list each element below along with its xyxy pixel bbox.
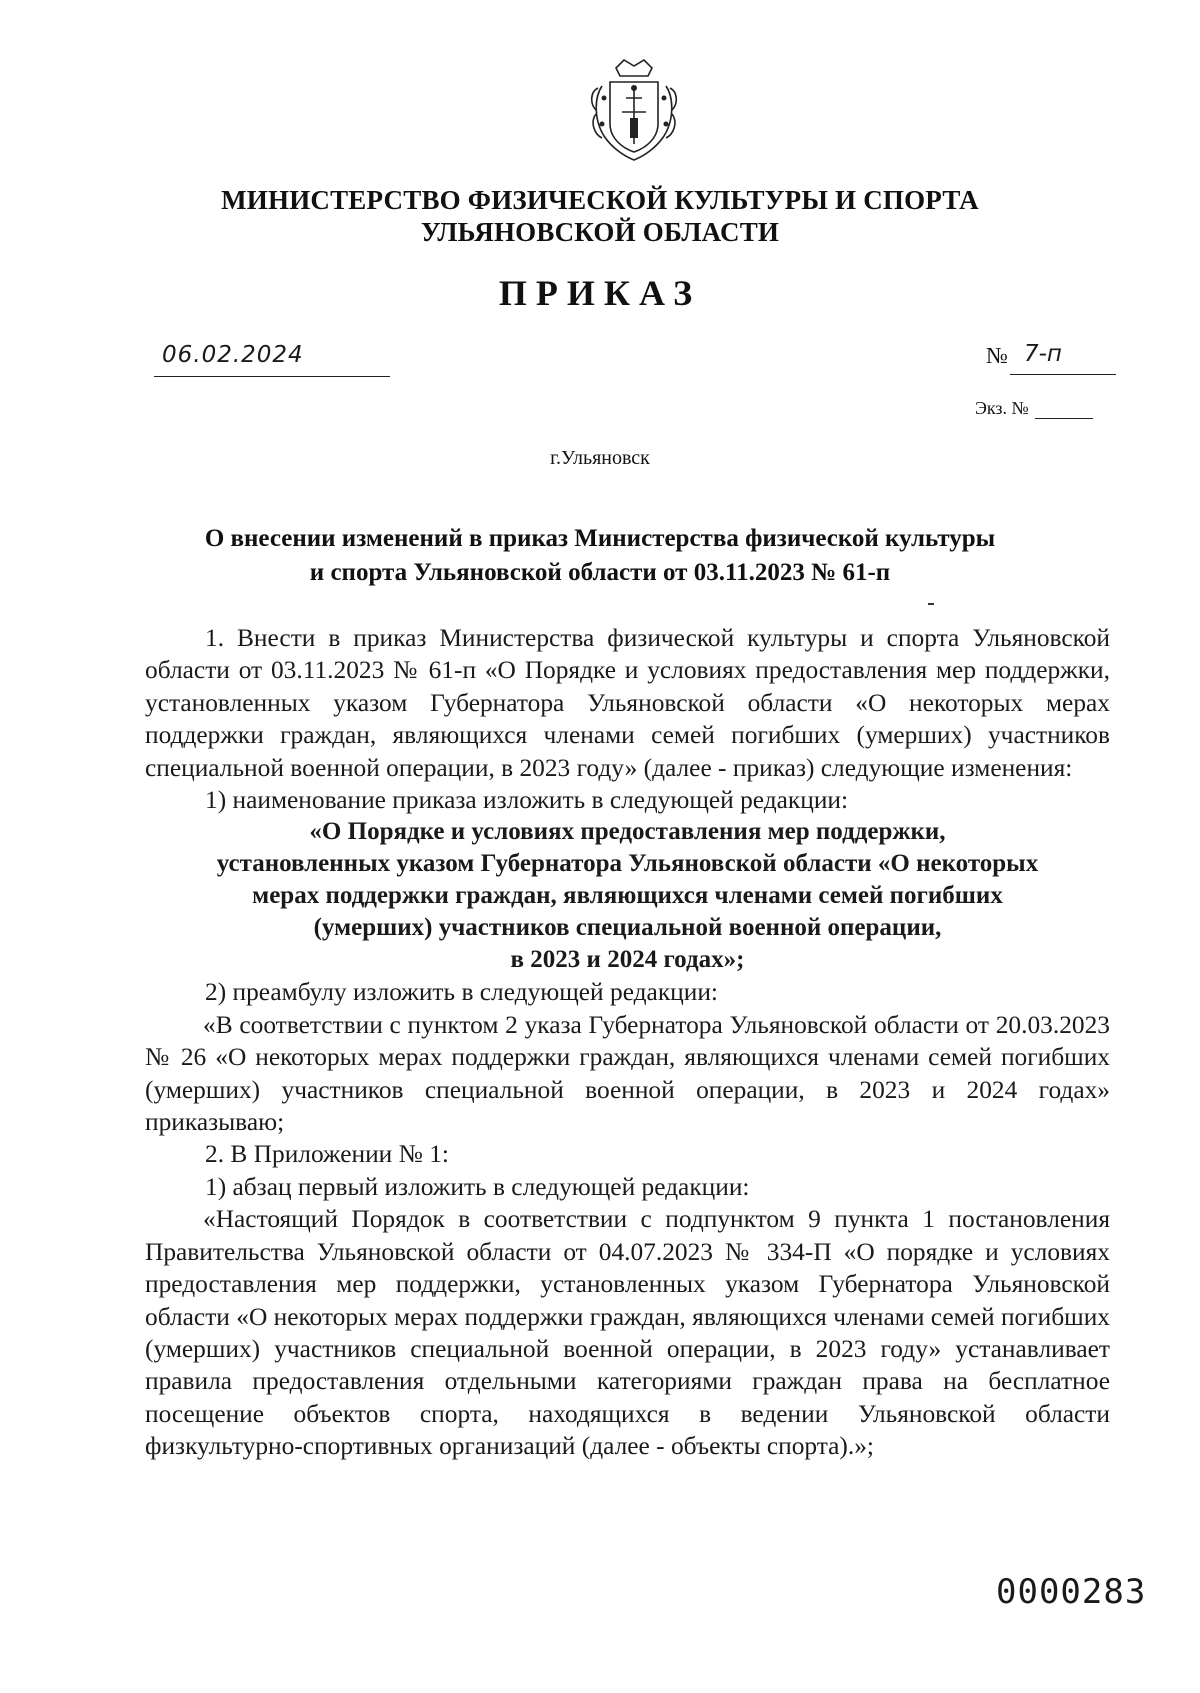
new-title-line-5: в 2023 и 2024 годах»;	[510, 946, 745, 974]
subject-line-2: и спорта Ульяновской области от 03.11.2023 № 61-п	[309, 559, 891, 586]
ministry-line-1: МИНИСТЕРСТВО ФИЗИЧЕСКОЙ КУЛЬТУРЫ И СПОРТА	[221, 185, 979, 215]
copy-number-row	[975, 398, 1093, 419]
order-number: 7-п	[1024, 341, 1062, 367]
number-label: №	[986, 343, 1008, 368]
serial-number: 0000283	[996, 1572, 1147, 1612]
paragraph-7: «Настоящий Порядок в соответствии с подпунктом 9 пункта 1 постановления Правительства Ульяновской области от 04.07.2023 № 334-П «О порядке и условиях предоставления мер поддержки, установленных указом Губернатора Ульяновской области «О некоторых мерах поддержки граждан, являющихся членами семей погибших (умерших) участников специальной военной операции, в 2023 году» устанавливает правила предоставления отдельными категориями граждан права на бесплатное посещение объектов спорта, находящихся в ведении Ульяновской области физкультурно-спортивных организаций (далее - объекты спорта).»;	[145, 1205, 1110, 1461]
new-title	[145, 816, 1110, 976]
paragraph-4: «В соответствии с пунктом 2 указа Губернатора Ульяновской области от 20.03.2023 № 26 «О некоторых мерах поддержки граждан, являющихся членами семей погибших (умерших) участников специальной военной операции, в 2023 и 2024 годах» приказываю;	[145, 1010, 1110, 1137]
copy-number-blank	[1035, 402, 1093, 419]
order-title: ПРИКАЗ	[498, 273, 702, 313]
order-subject	[150, 522, 1050, 590]
order-date: 06.02.2024	[162, 342, 304, 368]
paragraph-1: 1. Внести в приказ Министерства физической культуры и спорта Ульяновской области от 03.11.2023 № 61-п «О Порядке и условиях предоставления мер поддержки, установленных указом Губернатора Ульяновской области «О некоторых мерах поддержки граждан, являющихся членами семей погибших (умерших) участников специальной военной операции, в 2023 году» (далее - приказ) следующие изменения:	[145, 624, 1110, 782]
paragraph-6: 1) абзац первый изложить в следующей редакции:	[205, 1172, 750, 1201]
copy-label: Экз. №	[975, 398, 1029, 418]
new-title-line-4: (умерших) участников специальной военной операции,	[313, 914, 942, 942]
paragraph-5: 2. В Приложении № 1:	[205, 1140, 449, 1169]
ministry-name	[0, 184, 1200, 248]
subject-line-1: О внесении изменений в приказ Министерства физической культуры	[204, 525, 996, 552]
date-field	[154, 340, 390, 377]
scan-mark	[928, 603, 934, 605]
ulyanovsk-coat-of-arms-icon	[586, 58, 682, 162]
new-title-line-1: «О Порядке и условиях предоставления мер поддержки,	[309, 818, 946, 846]
ministry-line-2: УЛЬЯНОВСКОЙ ОБЛАСТИ	[420, 217, 780, 247]
paragraph-3: 2) преамбулу изложить в следующей редакции:	[205, 978, 718, 1007]
number-field	[1010, 340, 1116, 375]
city: г.Ульяновск	[550, 447, 650, 469]
order-body	[145, 622, 1110, 1463]
new-title-line-2: установленных указом Губернатора Ульяновской области «О некоторых	[216, 850, 1039, 878]
new-title-line-3: мерах поддержки граждан, являющихся членами семей погибших	[252, 882, 1003, 910]
paragraph-2: 1) наименование приказа изложить в следующей редакции:	[205, 786, 849, 815]
